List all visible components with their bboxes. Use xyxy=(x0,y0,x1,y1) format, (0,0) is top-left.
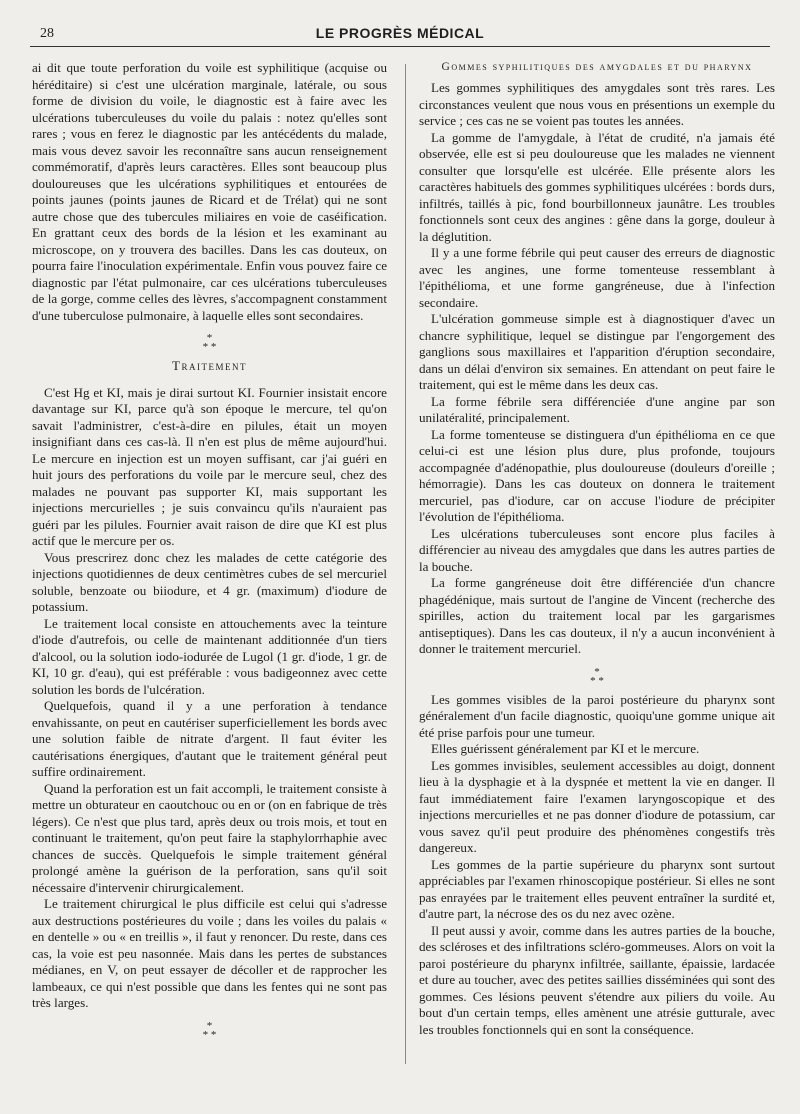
paragraph: La gomme de l'amygdale, à l'état de crudité, n'a jamais été observée, elle est si peu douloureuse que les malades ne viennent consulter que lorsqu'elle est ulcérée. Elle présente alors les caractères habituels des gommes syphilitiques ulcérées : bords durs, infiltrés, taillés à pic, fond bourbillonneux jaunâtre. Les troubles fonctionnels sont ceux des angines : gêne dans la gorge, douleur à la déglutition. xyxy=(419,129,775,244)
page-header xyxy=(30,22,770,46)
paragraph: Il y a une forme fébrile qui peut causer des erreurs de diagnostic avec les angines, une forme tomenteuse ressemblant à l'épithélioma, et une forme gangréneuse, due à l'infection secondaire. xyxy=(419,245,775,310)
paragraph: Elles guérissent généralement par KI et le mercure. xyxy=(431,741,700,756)
paragraph: Les gommes de la partie supérieure du pharynx sont surtout appréciables par l'examen rhinoscopique postérieur. Si elles ne sont pas enrayées par le traitement elles peuvent entraîner la surdité et, d'autre part, la nécrose des os du nez avec ozène. xyxy=(419,856,775,921)
paragraph: Les ulcérations tuberculeuses sont encore plus faciles à différencier au niveau des amygdales que dans les autres parties de la bouche. xyxy=(419,525,775,574)
section-separator: * * * xyxy=(590,665,604,687)
paragraph: La forme fébrile sera différenciée d'une angine par son unilatéralité, principalement. xyxy=(419,393,775,425)
paragraph: Le traitement chirurgical le plus difficile est celui qui s'adresse aux destructions postérieures du voile ; dans les voiles du palais « en dentelle » ou « en treillis », il faut y renoncer. Du reste, dans ces cas, la voie est peu nasonnée. Mais dans les pertes de substances médianes, en V, on peut essayer de décoller et de rapprocher les lambeaux, ce qui n'est possible que dans les fentes qui ne sont pas très larges. xyxy=(32,896,387,1010)
paragraph: Quand la perforation est un fait accompli, le traitement consiste à mettre un obturateur en caoutchouc ou en or (on en fabrique de très légers). Ce n'est que plus tard, après deux ou trois mois, et tout en continuant le traitement, qu'on peut faire la staphylorrhaphie avec chances de succès. Quelquefois le simple traitement général prolongé amène la guérison de la perforation, sans qu'il soit nécessaire d'intervenir chirurgicalement. xyxy=(32,780,387,895)
paragraph: Quelquefois, quand il y a une perforation à tendance envahissante, on peut en cautériser superficiellement les bords avec une solution faible de nitrate d'argent. Il faut éviter les cautérisations énergiques, d'autant que le traitement général peut suffire ordinairement. xyxy=(32,698,387,779)
section-heading-traitement: Traitement xyxy=(172,358,247,373)
paragraph: La forme gangréneuse doit être différenciée d'un chancre phagédénique, mais surtout de l'angine de Vincent (recherche des spirilles, action du traitement local par les gargarismes antiseptiques). Dans les cas douteux, il n'y a aucun inconvénient à donner le traitement mercuriel. xyxy=(419,575,775,656)
paragraph: C'est Hg et KI, mais je dirai surtout KI. Fournier insistait encore davantage sur KI, parce qu'à son époque le mercure, tel qu'on savait l'administrer, c'est-à-dire en pilules, était un moyen insignifiant dans ces cas-là. Il n'en est plus de même aujourd'hui. Le mercure en injection est un moyen suffisant, car j'ai guéri en huit jours des perforations du voile par le mercure seul, chez des malades ne pouvant pas supporter KI, mais supportant les injections mercurielles ; je suis convaincu qu'ils n'auraient pas guéri par les pilules. Fournier avait raison de dire que KI est plus actif que le mercure per os. xyxy=(32,384,387,548)
paragraph: La forme tomenteuse se distinguera d'un épithélioma en ce que celui-ci est une lésion plus dure, plus profonde, toujours accompagnée d'adénopathie, plus douloureuse (douleurs d'oreille ; hémorragie). Dans les cas douteux on donnera le traitement mercuriel, pas d'iodure, car on accuse l'iodure de précipiter l'évolution de l'épithélioma. xyxy=(419,426,775,524)
journal-title: LE PROGRÈS MÉDICAL xyxy=(315,25,485,41)
header-rule xyxy=(30,46,770,47)
paragraph: Le traitement local consiste en attouchements avec la teinture d'iode d'autrefois, ou celle de maintenant additionnée d'un tiers d'alcool, ou la solution iodo-iodurée de Lugol (1 gr. d'iode, 1 gr. de KI, 10 gr. d'eau), qui est préférable : vous badigeonnez avec cette solution les bords de l'ulcération. xyxy=(32,615,387,697)
paragraph: Les gommes visibles de la paroi postérieure du pharynx sont généralement d'un facile diagnostic, quoiqu'une gomme unique ait été prise parfois pour une tumeur. xyxy=(419,691,775,740)
section-separator: * * * xyxy=(202,1019,217,1041)
section-heading-gommes: Gommes syphilitiques des amygdales et du pharynx xyxy=(441,61,753,73)
paragraph: Il peut aussi y avoir, comme dans les autres parties de la bouche, des scléroses et des infiltrations scléro-gommeuses. Alors on voit la paroi postérieure du pharynx infiltrée, saillante, épaissie, lardacée et dure au toucher, avec des petites saillies disséminées qui sont des gommes. Ces lésions peuvent s'étendre aux piliers du voile. Au bout d'un certain temps, elles amènent une atrésie gutturale, avec les troubles fonctionnels qui en sont la conséquence. xyxy=(419,922,775,1037)
paragraph: Vous prescrirez donc chez les malades de cette catégorie des injections quotidiennes de deux centimètres cubes de sel mercuriel soluble, benzoate ou biiodure, et 4 gr. (maximum) d'iodure de potassium. xyxy=(32,549,387,614)
right-column xyxy=(419,60,775,1038)
paragraph: Les gommes invisibles, seulement accessibles au doigt, donnent lieu à la dysphagie et à la dyspnée et mettent la vie en danger. Il faut immédiatement faire l'examen laryngoscopique et des injections mercurielles et ne pas donner d'iodure de potassium, car vous savez qu'il peut produire des phénomènes congestifs très dangereux. xyxy=(419,757,775,855)
paragraph: Les gommes syphilitiques des amygdales sont très rares. Les circonstances veulent que nous vous en présentions un exemple du service ; ces cas ne se voient pas toutes les années. xyxy=(419,80,775,128)
left-column xyxy=(32,60,387,1046)
section-separator: * * * xyxy=(202,332,217,353)
paragraph: ai dit que toute perforation du voile est syphilitique (acquise ou héréditaire) si c'est une ulcération marginale, latérale, ou sous forme de division du voile, le diagnostic est à faire avec les ulcérations tuberculeuses du voile du palais : notez qu'elles sont rares ; vous en ferez le diagnostic par les antécédents du malade, mais vous devez savoir les reconnaître sans aucun renseignement commémoratif, d'après leurs caractères. Elles sont beaucoup plus douloureuses que les ulcérations syphilitiques et entourées de points jaunes (points jaunes de Ricard et de Trélat) qui ne sont autre chose que des tubercules miliaires en voie de caséification. En grattant ceux des bords de la lésion et les examinant au microscope, on y trouvera des bacilles. Dans les cas douteux, on pourra faire l'inoculation expérimentale. Enfin vous pouvez faire ce diagnostic par l'état pulmonaire, car ces ulcérations tuberculeuses de la gorge, comme celles des lèvres, s'accompagnent constamment d'une tuberculose pulmonaire, à laquelle elles sont secondaires. xyxy=(32,60,387,323)
column-divider xyxy=(405,64,406,1064)
paragraph: L'ulcération gommeuse simple est à diagnostiquer d'avec un chancre syphilitique, lequel se distingue par l'engorgement des ganglions sous maxillaires et l'apparition d'éruption secondaire, dans un délai d'environ six semaines. En attendant on peut faire le traitement, qui est le même dans les deux cas. xyxy=(419,311,775,392)
page-number: 28 xyxy=(40,26,54,41)
